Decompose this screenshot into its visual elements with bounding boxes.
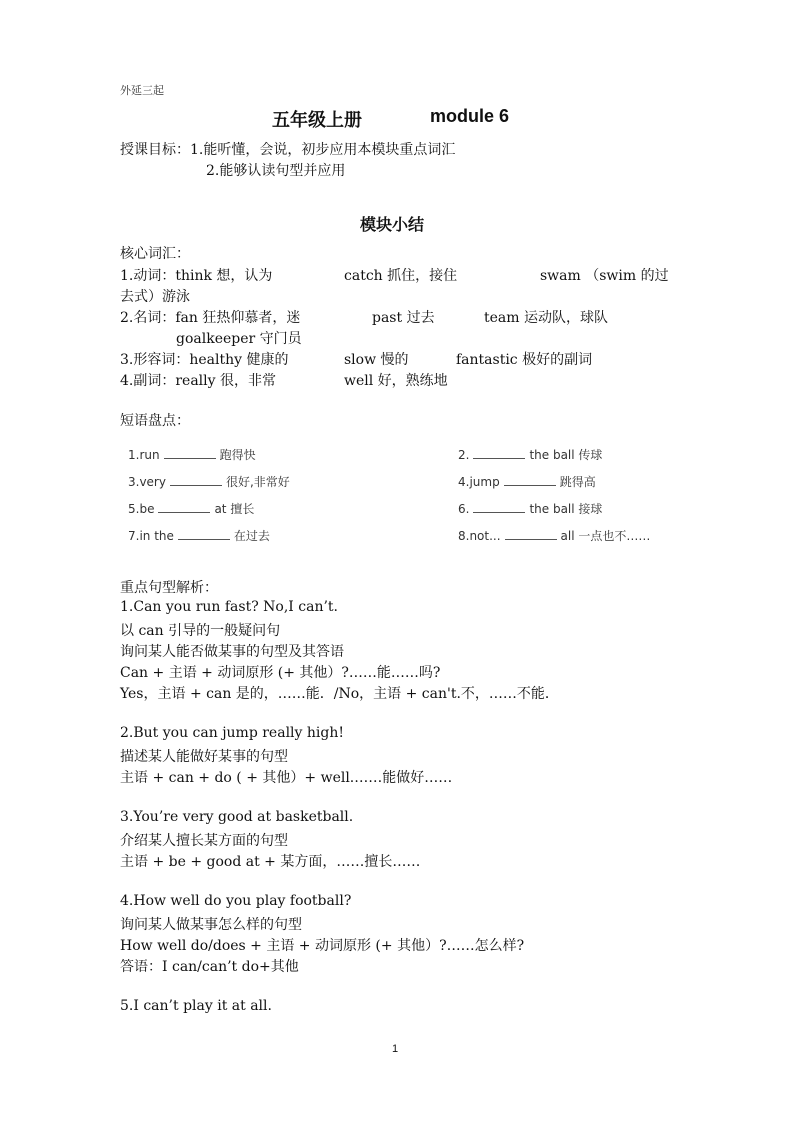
sentence-1-line-1: 1.Can you run fast? No,I can’t. (120, 599, 338, 615)
phrases-heading: 短语盘点： (120, 413, 190, 429)
phrase-prefix: 7.in the (128, 529, 174, 543)
page-number: 1 (392, 1043, 399, 1055)
sentence-4-line-2: 询问某人做某事怎么样的句型 (120, 917, 302, 933)
phrase-blank (158, 501, 210, 513)
sentence-4-line-4: 答语：I can/can’t do+其他 (120, 959, 299, 975)
vocab-adj-1: 3.形容词：healthy 健康的 (120, 352, 289, 368)
page-title-en: module 6 (430, 106, 510, 126)
sentence-5-line-1: 5.I can’t play it at all. (120, 998, 272, 1014)
vocab-nouns-2: past 过去 (372, 310, 435, 326)
vocab-nouns-1: 2.名词：fan 狂热仰慕者，迷 (120, 310, 301, 326)
sentence-2-line-1: 2.But you can jump really high! (120, 725, 344, 741)
phrase-blank (504, 474, 556, 486)
phrase-item (128, 446, 256, 463)
sentence-2-line-2: 描述某人能做好某事的句型 (120, 749, 288, 765)
phrase-prefix: 5.be (128, 502, 155, 516)
phrase-suffix: the ball 接球 (529, 502, 603, 516)
sentence-1-line-3: 询问某人能否做某事的句型及其答语 (120, 644, 344, 660)
phrase-prefix: 3.very (128, 475, 166, 489)
sentence-2-line-3: 主语 + can + do ( + 其他）+ well.……能做好…… (120, 770, 453, 786)
phrase-prefix: 6. (458, 502, 470, 516)
phrase-prefix: 4.jump (458, 475, 500, 489)
phrase-suffix: 跳得高 (559, 475, 596, 489)
phrase-prefix: 1.run (128, 448, 160, 462)
sentence-3-line-2: 介绍某人擅长某方面的句型 (120, 833, 288, 849)
phrase-blank (505, 528, 557, 540)
sentence-3-line-1: 3.You’re very good at basketball. (120, 809, 354, 825)
page-header: 外延三起 (120, 84, 164, 97)
phrase-suffix: 很好,非常好 (225, 475, 290, 489)
vocab-nouns-4: goalkeeper 守门员 (176, 331, 302, 347)
phrase-item (128, 500, 254, 517)
vocab-nouns-3: team 运动队，球队 (484, 310, 608, 326)
section-title: 模块小结 (360, 215, 425, 234)
sentences-heading: 重点句型解析： (120, 580, 218, 596)
objectives-line-1 (120, 140, 455, 161)
phrase-blank (473, 447, 525, 459)
objective-item-1: 1.能听懂，会说，初步应用本模块重点词汇 (190, 142, 456, 158)
page-title-cn: 五年级上册 (272, 110, 362, 131)
phrase-suffix: all 一点也不…… (560, 529, 651, 543)
sentence-4-line-3: How well do/does + 主语 + 动词原形 (+ 其他）?……怎么样? (120, 938, 525, 954)
phrase-suffix: the ball 传球 (529, 448, 603, 462)
vocab-heading: 核心词汇： (120, 246, 190, 262)
sentence-1-line-5: Yes，主语 + can 是的，……能．/No，主语 + can't.不，……不能． (120, 686, 559, 702)
sentence-4-line-1: 4.How well do you play football? (120, 893, 352, 909)
phrase-suffix: 在过去 (233, 529, 270, 543)
phrase-blank (178, 528, 230, 540)
vocab-verbs-2: catch 抓住，接住 (344, 268, 458, 284)
phrase-blank (164, 447, 216, 459)
vocab-verbs-3-cont: 去式）游泳 (120, 289, 190, 305)
phrase-item (458, 527, 650, 544)
phrase-suffix: at 擅长 (214, 502, 255, 516)
sentence-1-line-4: Can + 主语 + 动词原形 (+ 其他）?……能……吗? (120, 665, 441, 681)
phrase-blank (473, 501, 525, 513)
phrase-item (128, 527, 270, 544)
vocab-adv-2: well 好，熟练地 (344, 373, 448, 389)
vocab-verbs-3: swam （swim 的过 (540, 268, 669, 284)
sentence-3-line-3: 主语 + be + good at + 某方面，……擅长…… (120, 854, 421, 870)
vocab-adv-1: 4.副词：really 很，非常 (120, 373, 276, 389)
vocab-adj-2: slow 慢的 (344, 352, 409, 368)
objectives-label: 授课目标： (120, 142, 190, 158)
phrase-item (458, 446, 602, 463)
phrase-item (458, 473, 596, 490)
phrase-item (128, 473, 290, 490)
phrase-prefix: 2. (458, 448, 470, 462)
phrase-blank (170, 474, 222, 486)
objective-item-2: 2.能够认读句型并应用 (206, 163, 346, 179)
phrase-prefix: 8.not... (458, 529, 501, 543)
phrase-suffix: 跑得快 (219, 448, 256, 462)
phrase-item (458, 500, 602, 517)
sentence-1-line-2: 以 can 引导的一般疑问句 (120, 623, 281, 639)
vocab-verbs-1: 1.动词：think 想，认为 (120, 268, 273, 284)
vocab-adj-3: fantastic 极好的副词 (456, 352, 593, 368)
